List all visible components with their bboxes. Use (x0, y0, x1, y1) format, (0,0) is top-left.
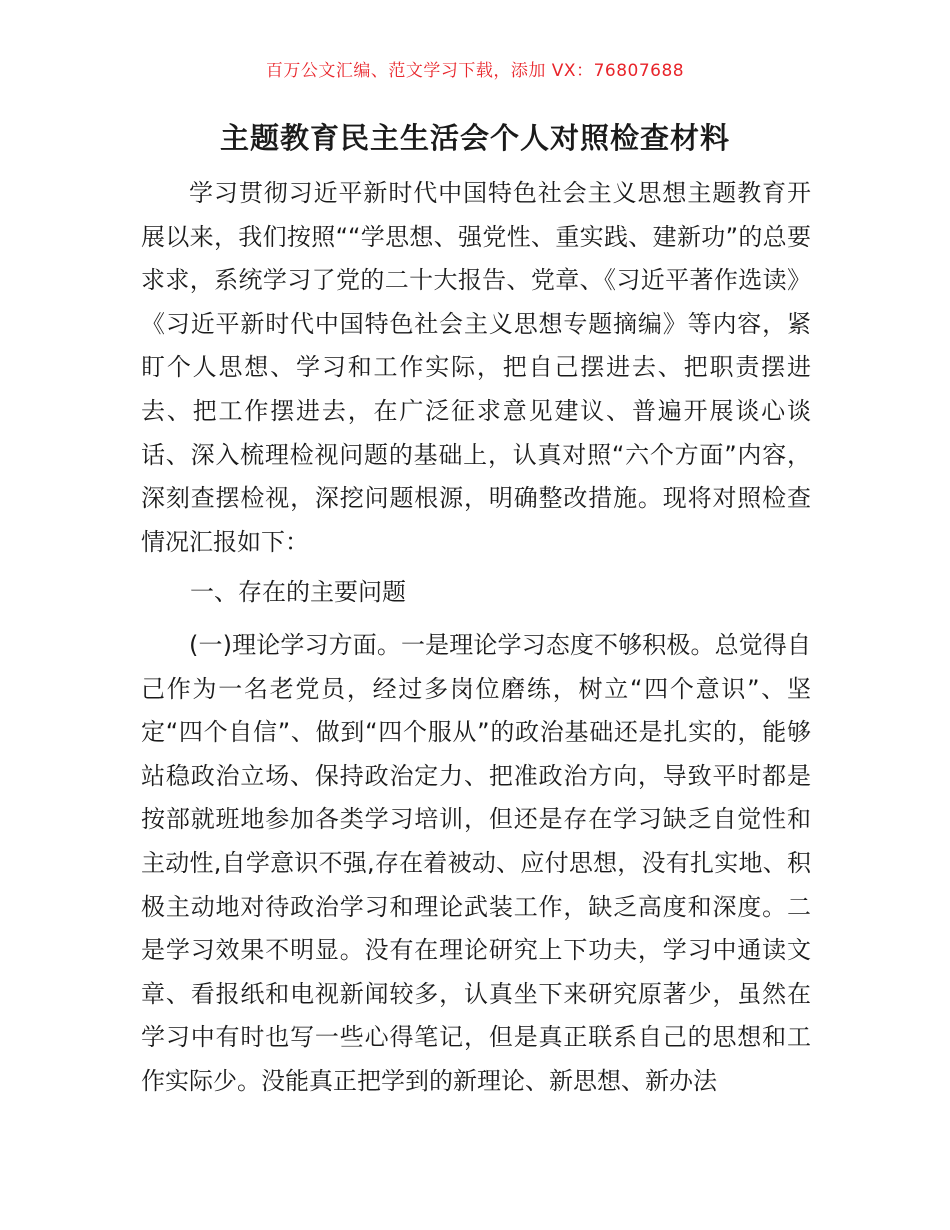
theory-study-paragraph: (一)理论学习方面。一是理论学习态度不够积极。总觉得自己作为一名老党员，经过多岗位磨练，树立“四个意识”、坚定“四个自信”、做到“四个服从”的政治基础还是扎实的，能够站稳政治立场、保持政治定力、把准政治方向，导致平时都是按部就班地参加各类学习培训，但还是存在学习缺乏自觉性和主动性,自学意识不强,存在着被动、应付思想，没有扎实地、积极主动地对待政治学习和理论武装工作，缺乏高度和深度。二是学习效果不明显。没有在理论研究上下功夫，学习中通读文章、看报纸和电视新闻较多，认真坐下来研究原著少，虽然在学习中有时也写一些心得笔记，但是真正联系自己的思想和工作实际少。没能真正把学到的新理论、新思想、新办法 (141, 631, 811, 1095)
intro-paragraph: 学习贯彻习近平新时代中国特色社会主义思想主题教育开展以来，我们按照““学思想、强党性、重实践、建新功”的总要求求，系统学习了党的二十大报告、党章、《习近平著作选读》《习近平新时代中国特色社会主义思想专题摘编》等内容，紧盯个人思想、学习和工作实际，把自己摆进去、把职责摆进去、把工作摆进去，在广泛征求意见建议、普遍开展谈心谈话、深入梳理检视问题的基础上，认真对照“六个方面”内容，深刻查摆检视，深挖问题根源，明确整改措施。现将对照检查情况汇报如下： (141, 179, 811, 556)
promo-header-text: 百万公文汇编、范文学习下载，添加 VX：76807688 (265, 61, 685, 81)
document-title: 主题教育民主生活会个人对照检查材料 (219, 121, 730, 155)
section-heading-main-problems: 一、存在的主要问题 (190, 578, 406, 606)
